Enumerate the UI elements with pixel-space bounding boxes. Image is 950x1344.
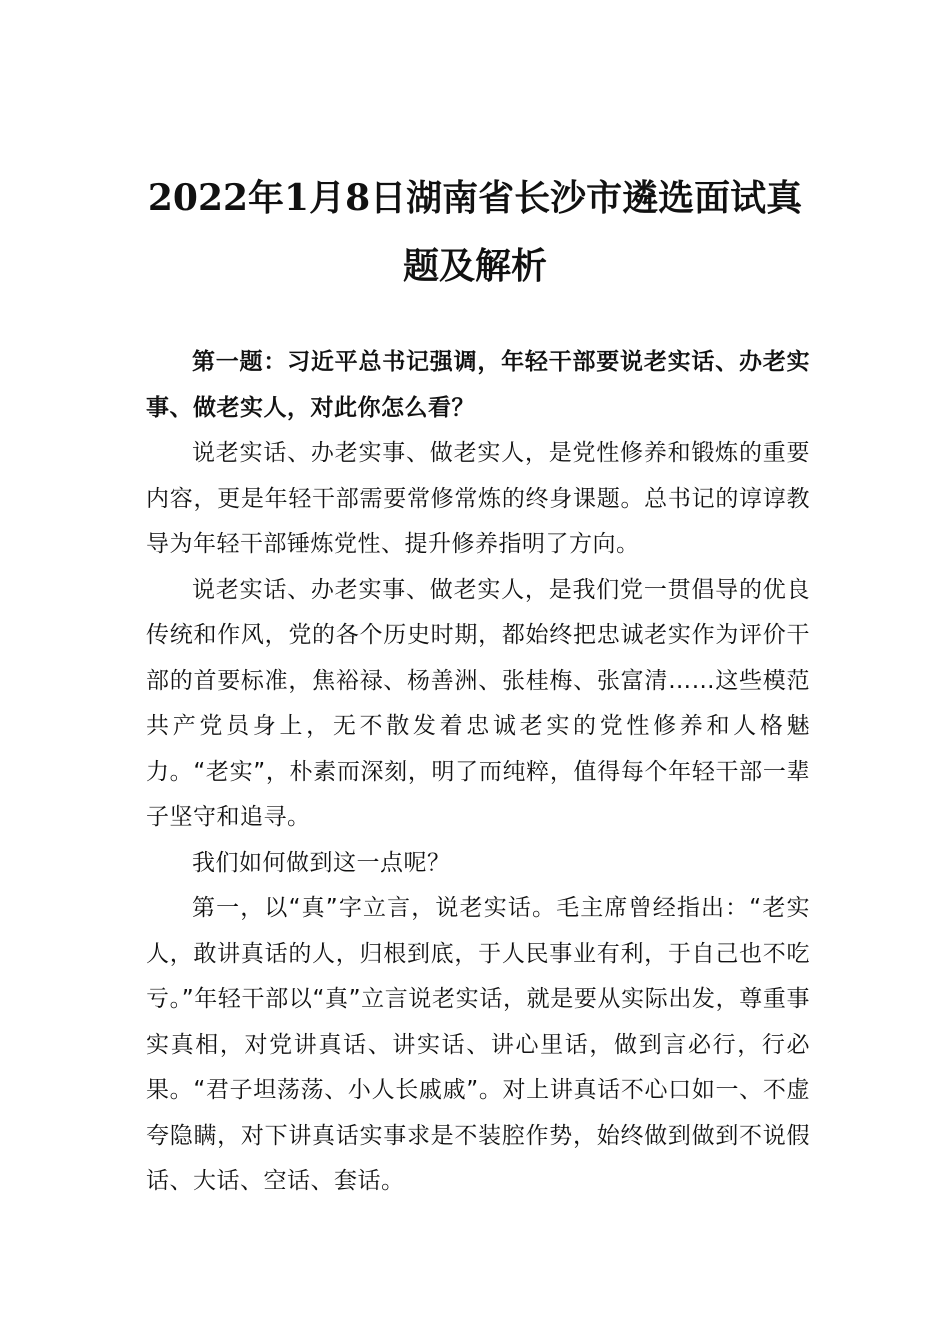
document-body	[146, 340, 810, 1205]
paragraph: 说老实话、办老实事、做老实人，是党性修养和锻炼的重要内容，更是年轻干部需要常修常炼的终身课题。总书记的谆谆教导为年轻干部锤炼党性、提升修养指明了方向。	[146, 440, 810, 557]
paragraph: 我们如何做到这一点呢？	[192, 849, 451, 876]
document-title-line-1: 2022年1月8日湖南省长沙市遴选面试真	[147, 177, 803, 219]
paragraph: 第一，以“真”字立言，说老实话。毛主席曾经指出：“老实人，敢讲真话的人，归根到底，于人民事业有利，于自己也不吃亏。”年轻干部以“真”立言说老实话，就是要从实际出发，尊重事实真相，对党讲真话、讲实话、讲心里话，做到言必行，行必果。“君子坦荡荡、小人长戚戚”。对上讲真话不心口如一、不虚夸隐瞒，对下讲真话实事求是不装腔作势，始终做到做到不说假话、大话、空话、套话。	[146, 895, 810, 1194]
paragraph: 说老实话、办老实事、做老实人，是我们党一贯倡导的优良传统和作风，党的各个历史时期，都始终把忠诚老实作为评价干部的首要标准，焦裕禄、杨善洲、张桂梅、张富清……这些模范共产党员身上，无不散发着忠诚老实的党性修养和人格魅力。“老实”，朴素而深刻，明了而纯粹，值得每个年轻干部一辈子坚守和追寻。	[146, 576, 810, 830]
document-title-line-2: 题及解析	[402, 245, 547, 287]
question-heading: 第一题：习近平总书记强调，年轻干部要说老实话、办老实事、做老实人，对此你怎么看？	[146, 349, 810, 421]
